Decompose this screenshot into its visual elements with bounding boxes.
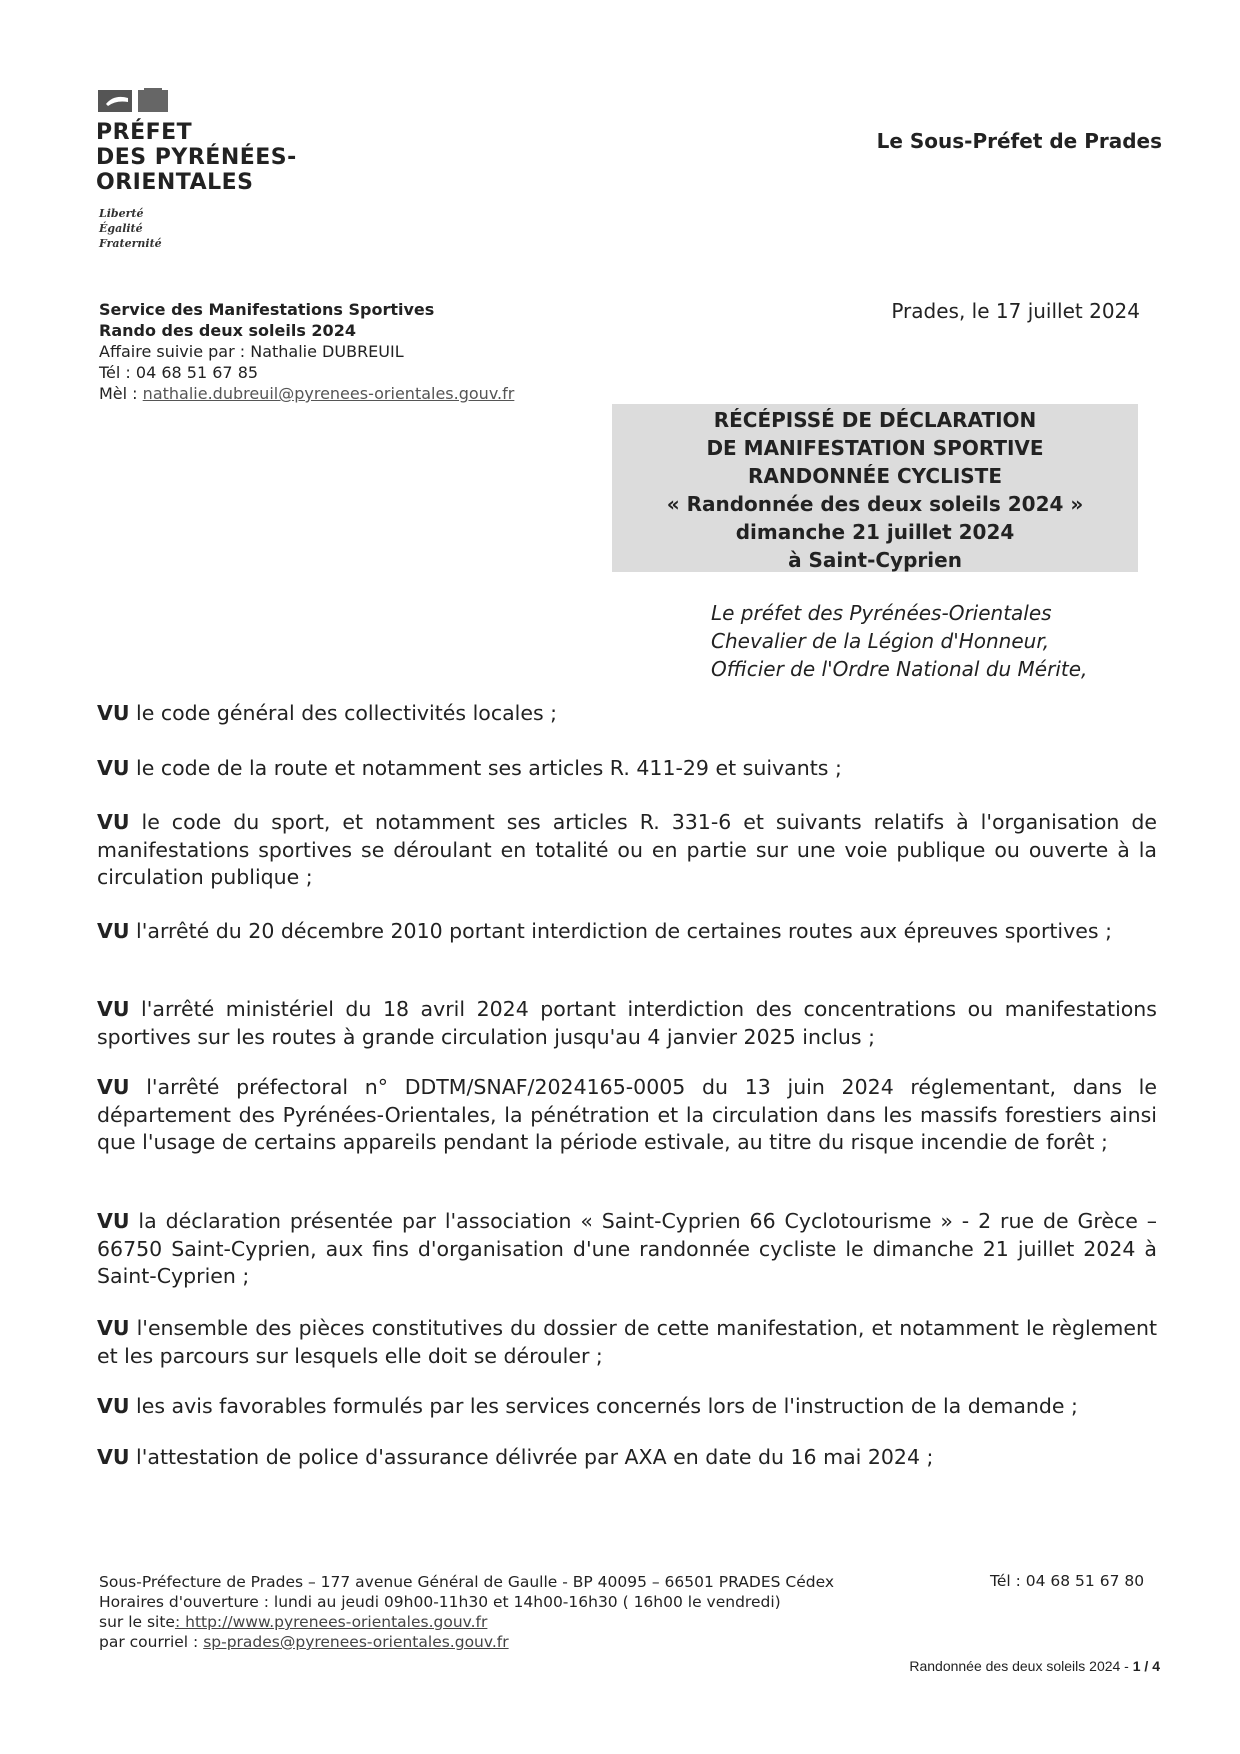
footer-hours: Horaires d'ouverture : lundi au jeudi 09h00-11h30 et 14h00-16h30 ( 16h00 le vendredi) — [99, 1593, 781, 1611]
logo-title-line: ORIENTALES — [96, 170, 254, 195]
motto-line: Égalité — [99, 222, 143, 235]
vu-paragraph — [97, 700, 1157, 728]
vu-paragraph — [97, 996, 1157, 1051]
footer-site-row — [99, 1612, 834, 1632]
vu-text: l'arrêté ministériel du 18 avril 2024 portant interdiction des concentrations ou manifestations sportives sur les routes à grande circulation jusqu'au 4 janvier 2025 inclus ; — [97, 997, 1157, 1049]
vu-label: VU — [97, 1316, 130, 1340]
vu-text: le code général des collectivités locales ; — [136, 701, 558, 725]
vu-label: VU — [97, 810, 130, 834]
logo-title-line: PRÉFET — [96, 120, 193, 145]
vu-paragraph — [97, 1393, 1157, 1421]
vu-label: VU — [97, 701, 130, 725]
service-name: Service des Manifestations Sportives — [99, 300, 435, 319]
page-number: 1 / 4 — [1132, 1658, 1160, 1674]
email-label: Mèl : — [99, 384, 138, 403]
mail-label: par courriel : — [99, 1633, 199, 1651]
footer-mail-row — [99, 1632, 834, 1652]
vu-label: VU — [97, 1445, 130, 1469]
vu-text: l'ensemble des pièces constitutives du dossier de cette manifestation, et notamment le règlement et les parcours sur lesquels elle doit se dérouler ; — [97, 1316, 1157, 1368]
vu-text: le code du sport, et notamment ses articles R. 331-6 et suivants relatifs à l'organisation de manifestations sportives se déroulant en totalité ou en partie sur une voie publique ou ouverte à la circulation publique ; — [97, 810, 1157, 889]
mail-link[interactable]: sp-prades@pyrenees-orientales.gouv.fr — [203, 1633, 509, 1651]
vu-text: l'arrêté préfectoral n° DDTM/SNAF/2024165-0005 du 13 juin 2024 réglementant, dans le département des Pyrénées-Orientales, la pénétration et la circulation dans les massifs forestiers ainsi que l'usage de certains appareils pendant la période estivale, au titre du risque incendie de forêt ; — [97, 1075, 1157, 1154]
marianne-logo-icon — [98, 88, 170, 114]
vu-paragraph — [97, 1074, 1157, 1157]
page-footer-label — [909, 1658, 1160, 1674]
vu-paragraph — [97, 1315, 1157, 1370]
vu-text: la déclaration présentée par l'association « Saint-Cyprien 66 Cyclotourisme » - 2 rue de Grèce – 66750 Saint-Cyprien, aux fins d'organisation d'une randonnée cycliste le dimanche 21 juillet 2024 à Saint-Cyprien ; — [97, 1209, 1157, 1288]
vu-paragraph — [97, 1208, 1157, 1291]
service-block — [99, 299, 514, 404]
vu-label: VU — [97, 997, 130, 1021]
sender-title: Le Sous-Préfet de Prades — [876, 129, 1162, 153]
title-line: dimanche 21 juillet 2024 — [735, 520, 1015, 544]
email-link[interactable]: nathalie.dubreuil@pyrenees-orientales.gouv.fr — [142, 384, 515, 403]
footer-contact — [99, 1572, 834, 1652]
vu-paragraph — [97, 918, 1157, 946]
document-title-box — [612, 404, 1138, 572]
vu-paragraph — [97, 809, 1157, 892]
separator: - — [1120, 1658, 1133, 1674]
site-link[interactable]: : http://www.pyrenees-orientales.gouv.fr — [174, 1613, 488, 1631]
vu-text: le code de la route et notamment ses articles R. 411-29 et suivants ; — [136, 756, 842, 780]
service-phone: Tél : 04 68 51 67 85 — [99, 363, 259, 382]
vu-label: VU — [97, 756, 130, 780]
prefect-line: Chevalier de la Légion d'Honneur, — [711, 629, 1050, 653]
vu-paragraph — [97, 755, 1157, 783]
vu-text: l'arrêté du 20 décembre 2010 portant interdiction de certaines routes aux épreuves sportives ; — [136, 919, 1112, 943]
vu-paragraph — [97, 1444, 1157, 1472]
title-line: à Saint-Cyprien — [788, 548, 962, 572]
motto-line: Fraternité — [99, 237, 162, 250]
vu-label: VU — [97, 1075, 130, 1099]
site-label: sur le site — [99, 1613, 175, 1631]
service-contact: Affaire suivie par : Nathalie DUBREUIL — [99, 342, 404, 361]
service-email-row — [99, 383, 514, 404]
motto-line: Liberté — [99, 207, 144, 220]
republic-motto — [99, 206, 162, 251]
title-line: RÉCÉPISSÉ DE DÉCLARATION — [713, 408, 1037, 432]
footer-phone: Tél : 04 68 51 67 80 — [990, 1572, 1145, 1590]
vu-label: VU — [97, 1209, 130, 1233]
vu-text: les avis favorables formulés par les services concernés lors de l'instruction de la demande ; — [136, 1394, 1078, 1418]
title-line: RANDONNÉE CYCLISTE — [747, 464, 1002, 488]
prefect-titles — [711, 599, 1087, 683]
document-date: Prades, le 17 juillet 2024 — [891, 299, 1140, 323]
vu-label: VU — [97, 919, 130, 943]
footer-address: Sous-Préfecture de Prades – 177 avenue Général de Gaulle - BP 40095 – 66501 PRADES Cédex — [99, 1573, 835, 1591]
title-line: « Randonnée des deux soleils 2024 » — [666, 492, 1084, 516]
prefect-line: Officier de l'Ordre National du Mérite, — [711, 657, 1088, 681]
title-line: DE MANIFESTATION SPORTIVE — [706, 436, 1044, 460]
doc-name: Randonnée des deux soleils 2024 — [909, 1658, 1121, 1674]
prefect-line: Le préfet des Pyrénées-Orientales — [711, 601, 1052, 625]
vu-label: VU — [97, 1394, 130, 1418]
logo-title-line: DES PYRÉNÉES- — [96, 145, 297, 170]
service-subject: Rando des deux soleils 2024 — [99, 321, 356, 340]
vu-text: l'attestation de police d'assurance délivrée par AXA en date du 16 mai 2024 ; — [136, 1445, 934, 1469]
logo-title — [96, 120, 297, 195]
